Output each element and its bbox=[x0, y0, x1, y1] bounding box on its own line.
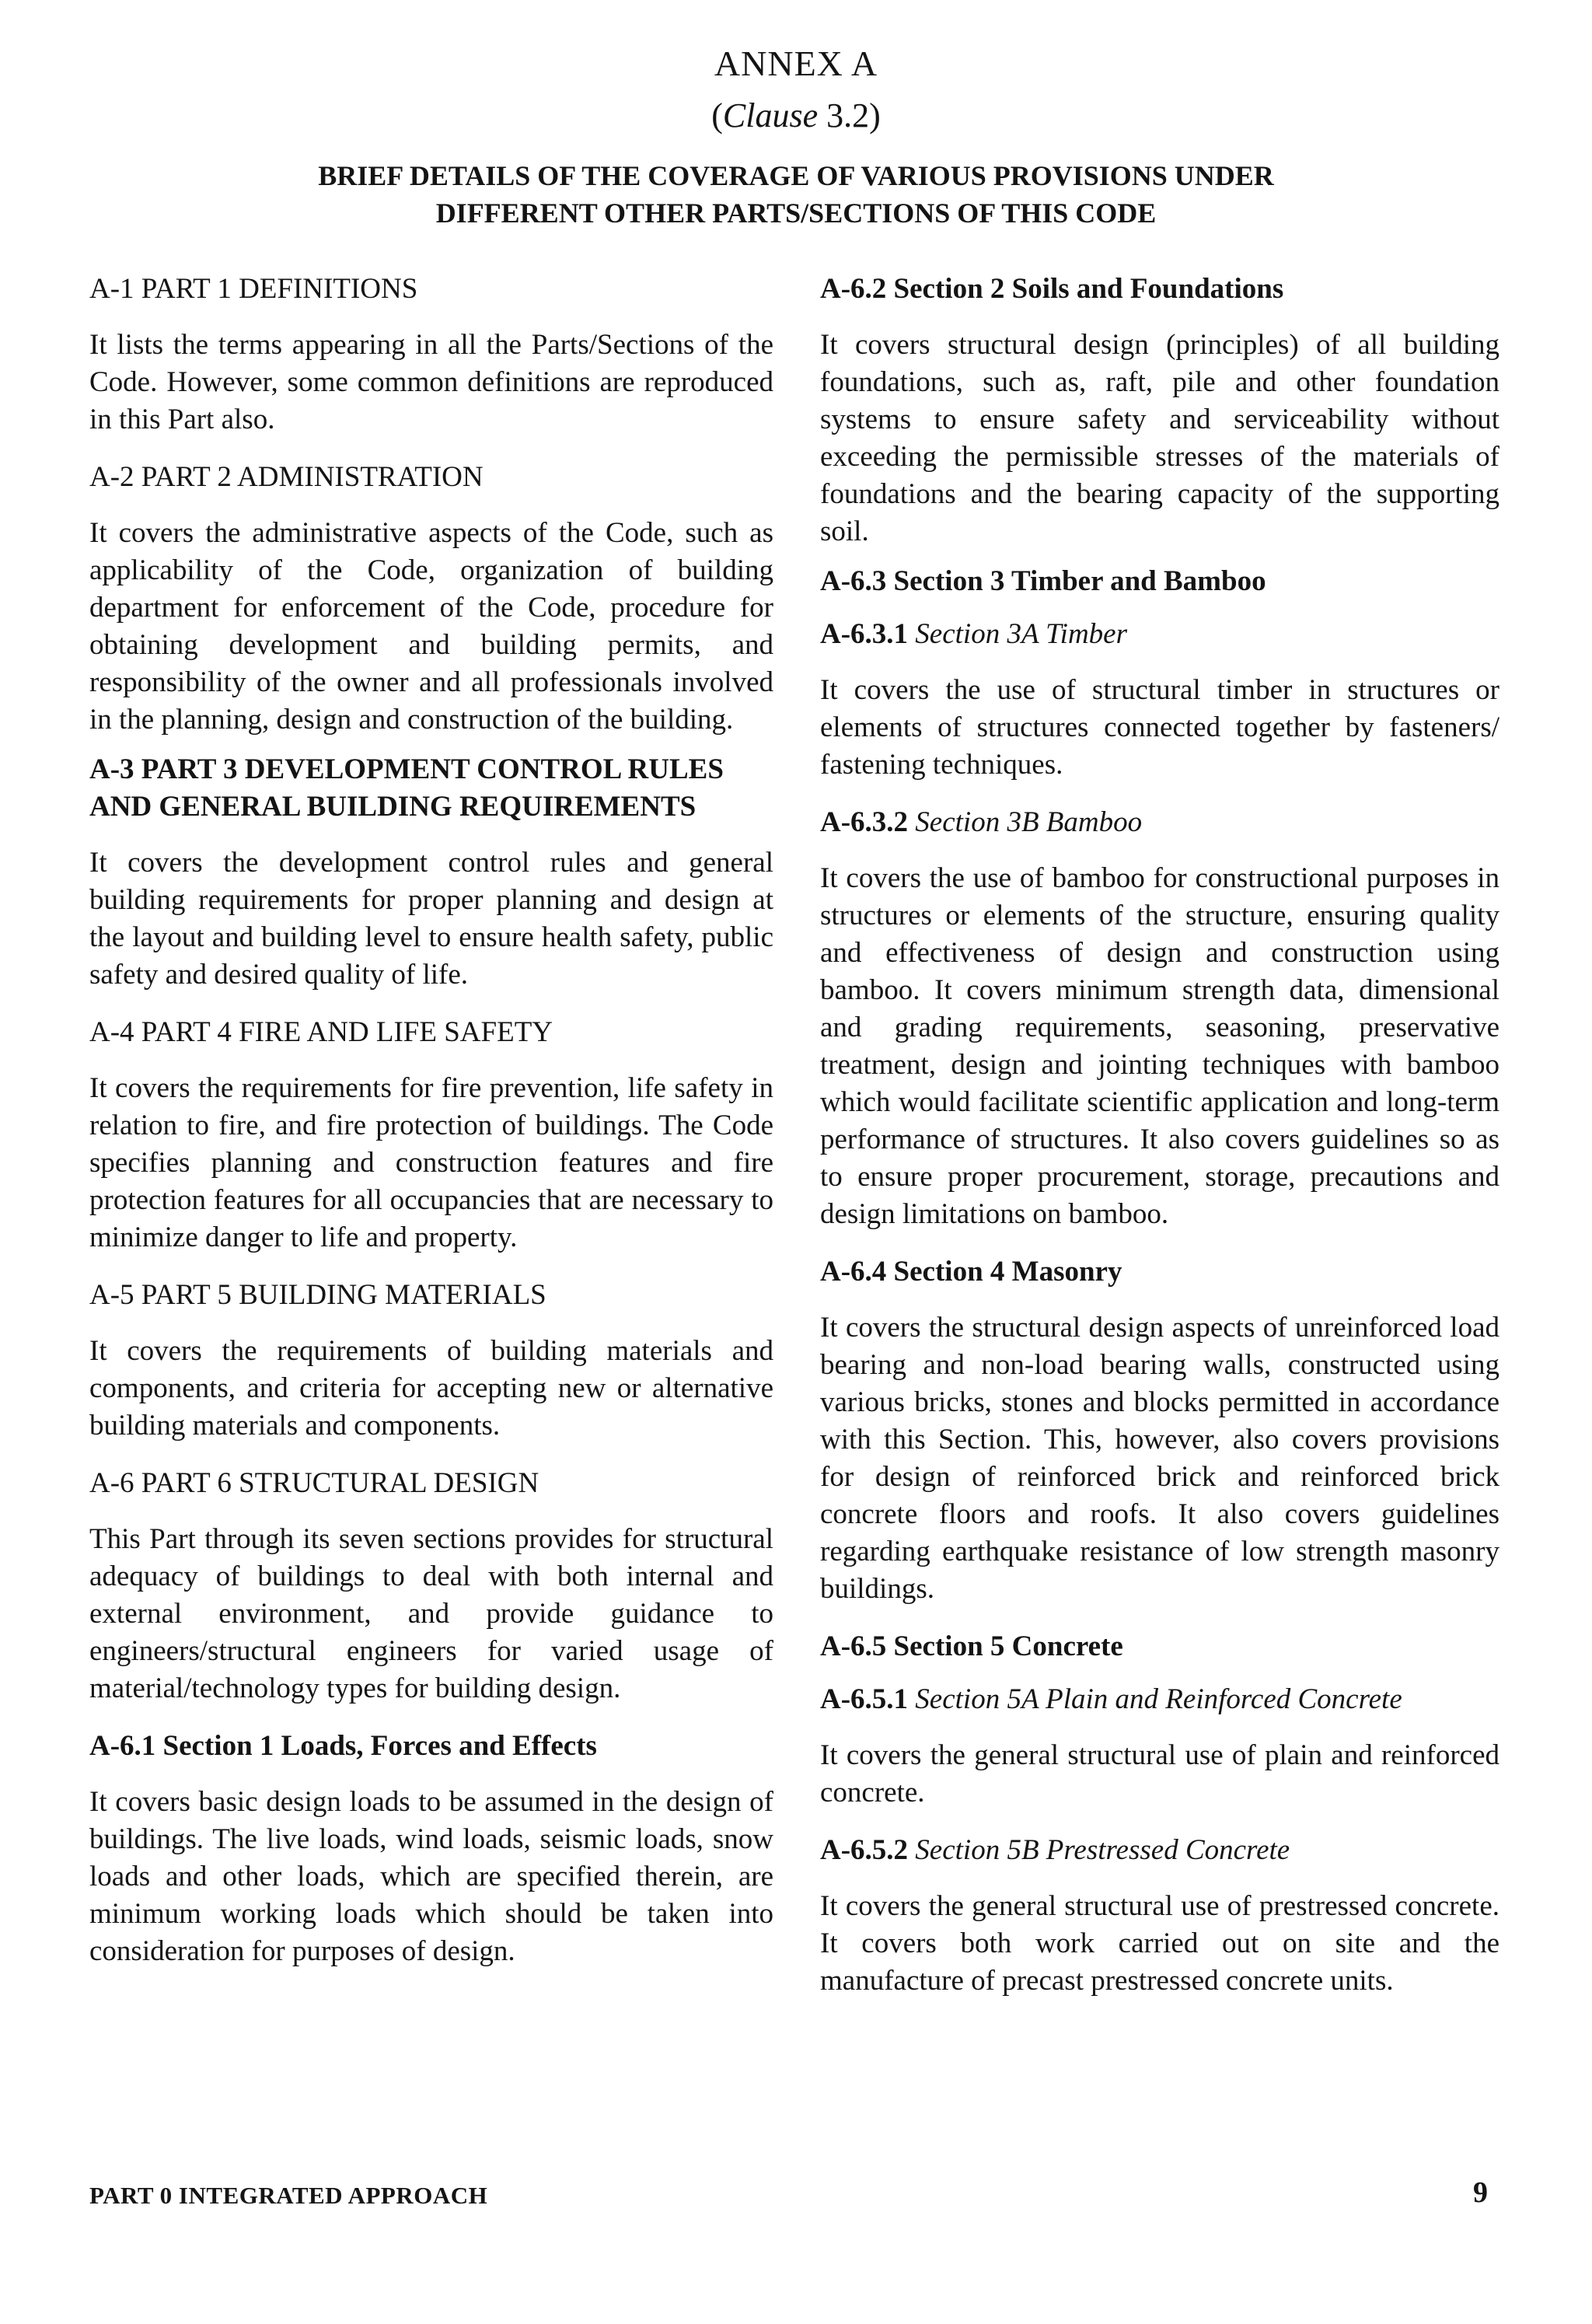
subsection-heading bbox=[820, 1832, 1499, 1869]
subsection-id: A-6.3.1 bbox=[820, 618, 909, 650]
subtitle-line-2: DIFFERENT OTHER PARTS/SECTIONS OF THIS CODE bbox=[435, 197, 1157, 229]
section-a6-1 bbox=[89, 1728, 773, 1970]
section-body: This Part through its seven sections provides for structural adequacy of buildings to deal with both internal and external environment, and provide guidance to engineers/structural engineers for varied usage of material/technology types for building design. bbox=[89, 1523, 773, 1704]
section-a4 bbox=[89, 1014, 773, 1256]
clause-number: 3.2 bbox=[826, 96, 870, 135]
subsection-id: A-6.5.1 bbox=[820, 1683, 909, 1715]
section-body: It covers structural design (principles) of all building foundations, such as, raft, pile and other foundation systems to ensure safety and serviceability without exceeding the permissible stresses of the materials of foundations and the bearing capacity of the supporting soil. bbox=[820, 329, 1499, 547]
subsection-id: A-6.5.2 bbox=[820, 1834, 909, 1866]
page-number: 9 bbox=[1473, 2176, 1488, 2209]
subsection-title: Section 5A Plain and Reinforced Concrete bbox=[915, 1683, 1402, 1715]
section-body: It covers the general structural use of prestressed concrete. It covers both work carried out on site and the manufacture of precast prestressed concrete units. bbox=[820, 1890, 1499, 1997]
section-a6 bbox=[89, 1465, 773, 1707]
section-a6-3-1 bbox=[820, 616, 1499, 784]
page-header bbox=[0, 40, 1592, 232]
section-heading: A-6.5 Section 5 Concrete bbox=[820, 1630, 1123, 1662]
subtitle-line-1: BRIEF DETAILS OF THE COVERAGE OF VARIOUS PROVISIONS UNDER bbox=[318, 160, 1274, 191]
section-body: It covers the structural design aspects of unreinforced load bearing and non-load bearing walls, constructed using various bricks, stones and blocks permitted in accordance with this Section. This, however, also covers provisions for design of reinforced brick and reinforced brick concrete floors and roofs. It also covers guidelines regarding earthquake resistance of low strength masonry buildings. bbox=[820, 1312, 1499, 1605]
section-heading: A-6.1 Section 1 Loads, Forces and Effects bbox=[89, 1730, 597, 1762]
section-a6-4 bbox=[820, 1253, 1499, 1608]
section-body: It covers the administrative aspects of the Code, such as applicability of the Code, organization of building department for enforcement of the Code, procedure for obtaining development and building permits, and responsibility of the owner and all professionals involved in the planning, design and construction of the building. bbox=[89, 517, 773, 736]
section-a6-3 bbox=[820, 563, 1499, 600]
section-a6-5-1 bbox=[820, 1681, 1499, 1812]
section-heading: A-4 PART 4 FIRE AND LIFE SAFETY bbox=[89, 1016, 553, 1048]
section-body: It covers the requirements for fire prevention, life safety in relation to fire, and fire protection of buildings. The Code specifies planning and construction features and fire protection features for all occupancies that are necessary to minimize danger to life and property. bbox=[89, 1072, 773, 1253]
section-heading: A-1 PART 1 DEFINITIONS bbox=[89, 273, 418, 305]
left-column bbox=[89, 271, 773, 1990]
clause-word: Clause bbox=[722, 96, 819, 135]
section-a2 bbox=[89, 459, 773, 739]
section-heading: A-6.3 Section 3 Timber and Bamboo bbox=[820, 565, 1266, 597]
section-body: It covers the use of structural timber in structures or elements of structures connected together by fasteners/ fastening techniques. bbox=[820, 674, 1499, 781]
section-a6-3-2 bbox=[820, 804, 1499, 1233]
section-heading: A-5 PART 5 BUILDING MATERIALS bbox=[89, 1279, 546, 1311]
subsection-title: Section 3B Bamboo bbox=[915, 806, 1143, 838]
section-body: It lists the terms appearing in all the Parts/Sections of the Code. However, some common definitions are reproduced in this Part also. bbox=[89, 329, 773, 435]
section-a6-2 bbox=[820, 271, 1499, 550]
section-heading: A-6.2 Section 2 Soils and Foundations bbox=[820, 273, 1284, 305]
footer-part-label: PART 0 INTEGRATED APPROACH bbox=[89, 2182, 488, 2209]
section-body: It covers the requirements of building materials and components, and criteria for accepting new or alternative building materials and components. bbox=[89, 1335, 773, 1442]
section-heading: A-6.4 Section 4 Masonry bbox=[820, 1256, 1122, 1288]
subsection-title: Section 3A Timber bbox=[915, 618, 1127, 650]
section-a3 bbox=[89, 751, 773, 994]
section-body: It covers the development control rules and general building requirements for proper planning and design at the layout and building level to ensure health safety, public safety and desired quality of life. bbox=[89, 847, 773, 991]
right-column bbox=[820, 271, 1499, 2020]
section-heading: A-3 PART 3 DEVELOPMENT CONTROL RULES AND GENERAL BUILDING REQUIREMENTS bbox=[89, 753, 724, 823]
section-a1 bbox=[89, 271, 773, 439]
section-body: It covers the use of bamboo for constructional purposes in structures or elements of the structure, ensuring quality and effectiveness of design and construction using bamboo. It covers minimum strength data, dimensional and grading requirements, seasoning, preservative treatment, design and jointing techniques with bamboo which would facilitate scientific application and long-term performance of structures. It also covers guidelines so as to ensure proper procurement, storage, precautions and design limitations on bamboo. bbox=[820, 862, 1499, 1230]
section-body: It covers basic design loads to be assumed in the design of buildings. The live loads, wind loads, seismic loads, snow loads and other loads, which are specified therein, are minimum working loads which should be taken into consideration for purposes of design. bbox=[89, 1786, 773, 1967]
section-a6-5 bbox=[820, 1628, 1499, 1665]
section-body: It covers the general structural use of plain and reinforced concrete. bbox=[820, 1739, 1499, 1809]
annex-subtitle bbox=[0, 157, 1592, 232]
section-heading: A-2 PART 2 ADMINISTRATION bbox=[89, 461, 484, 493]
clause-reference: (Clause 3.2) bbox=[711, 96, 881, 135]
section-heading: A-6 PART 6 STRUCTURAL DESIGN bbox=[89, 1467, 539, 1499]
section-a5 bbox=[89, 1277, 773, 1445]
subsection-heading bbox=[820, 804, 1499, 841]
annex-title: ANNEX A bbox=[714, 44, 878, 83]
subsection-heading bbox=[820, 616, 1499, 653]
subsection-title: Section 5B Prestressed Concrete bbox=[915, 1834, 1290, 1866]
subsection-heading bbox=[820, 1681, 1499, 1718]
subsection-id: A-6.3.2 bbox=[820, 806, 909, 838]
section-a6-5-2 bbox=[820, 1832, 1499, 2000]
